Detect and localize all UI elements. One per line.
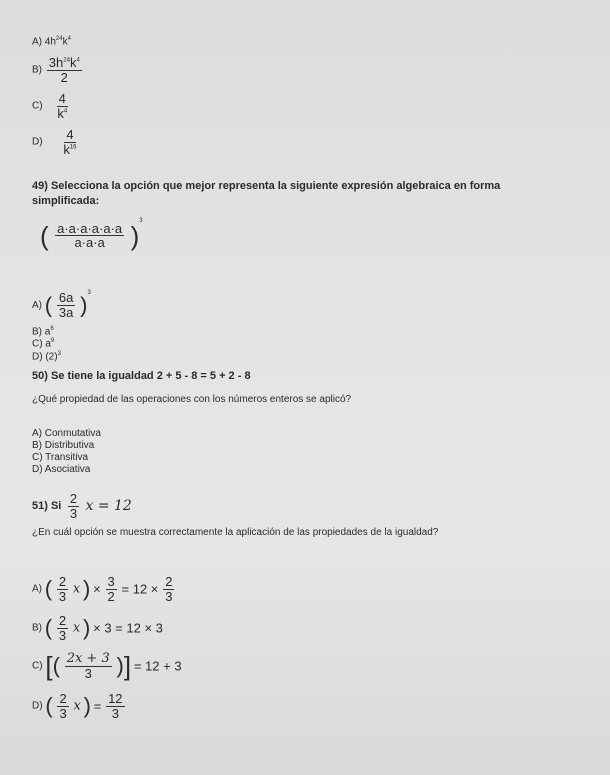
close-paren: ) xyxy=(116,653,124,679)
denominator: 3a xyxy=(58,304,74,320)
denominator: 2 xyxy=(60,69,68,85)
q49-option-a xyxy=(32,290,91,320)
exponent: 3 xyxy=(139,218,143,224)
exponent: 6 xyxy=(50,326,54,332)
expr-text: 4h xyxy=(44,36,56,48)
q48-option-c xyxy=(32,92,71,120)
exponent: 24 xyxy=(55,36,63,42)
numerator: 2 xyxy=(165,574,173,589)
open-bracket: [ xyxy=(45,651,53,682)
numerator: 3 xyxy=(107,574,115,589)
option-label: A) xyxy=(32,36,42,48)
q50-option-d: D) Asociativa xyxy=(32,464,91,475)
fraction xyxy=(106,692,124,720)
q50-option-b: B) Distributiva xyxy=(32,440,95,451)
denominator: 3 xyxy=(58,588,67,604)
operator: × xyxy=(93,581,101,597)
q51-option-c xyxy=(32,652,182,680)
question-number: 51) Si xyxy=(32,500,62,513)
option-label: B) xyxy=(32,326,42,338)
option-label: A) xyxy=(32,299,42,311)
option-label: D) xyxy=(32,351,43,363)
numerator: 2 xyxy=(69,491,78,506)
q51-option-d xyxy=(32,692,127,720)
open-paren: ( xyxy=(40,220,49,251)
option-label: B) xyxy=(32,64,42,76)
fraction xyxy=(57,692,68,720)
q49-option-c xyxy=(32,338,54,349)
numerator: a·a·a·a·a·a xyxy=(57,220,123,236)
q48-option-a xyxy=(32,36,71,47)
q49-prompt-line1: 49) Selecciona la opción que mejor representa la siguiente expresión algebraica en forma xyxy=(32,180,501,192)
q48-option-d xyxy=(32,128,81,156)
open-paren: ( xyxy=(45,693,53,719)
denominator: 3 xyxy=(165,588,173,604)
denominator: a·a·a xyxy=(74,235,105,251)
option-label: C) xyxy=(32,100,43,112)
open-paren: ( xyxy=(44,292,53,318)
variable: x xyxy=(72,581,81,597)
fraction xyxy=(65,652,112,680)
denominator: k xyxy=(63,141,70,157)
option-label: A) xyxy=(32,583,42,595)
fraction xyxy=(68,492,79,520)
option-label: B) xyxy=(32,622,42,634)
q51-question: ¿En cuál opción se muestra correctamente la aplicación de las propiedades de la igualdad? xyxy=(32,527,439,538)
numerator: 2 xyxy=(59,691,67,706)
exponent: 24 xyxy=(63,57,70,64)
denominator: 3 xyxy=(111,705,119,721)
q48-option-b xyxy=(32,56,84,84)
q50-option-a: A) Conmutativa xyxy=(32,428,101,439)
close-bracket: ] xyxy=(123,651,132,682)
numerator: 4 xyxy=(66,127,74,142)
q51-prompt xyxy=(32,492,132,520)
denominator: 3 xyxy=(84,665,92,681)
numerator: 6a xyxy=(58,290,74,306)
equation-rest: = 12 × xyxy=(121,581,159,597)
close-paren: ) xyxy=(83,615,91,641)
close-paren: ) xyxy=(83,576,91,602)
open-paren: ( xyxy=(52,653,60,679)
q50-question: ¿Qué propiedad de las operaciones con los números enteros se aplicó? xyxy=(32,394,352,405)
fraction xyxy=(57,614,68,642)
q50-prompt: 50) Se tiene la igualdad 2 + 5 - 8 = 5 + 2 - 8 xyxy=(32,370,251,382)
exponent: 4 xyxy=(67,36,71,42)
option-label: C) xyxy=(32,338,43,350)
exponent: 4 xyxy=(63,108,68,115)
numerator: 12 xyxy=(108,691,123,706)
denominator: 3 xyxy=(59,705,67,721)
close-paren: ) xyxy=(130,220,140,251)
expr-text: a xyxy=(44,326,51,338)
exponent: 9 xyxy=(50,338,55,344)
q49-expression xyxy=(40,218,143,250)
q51-option-b xyxy=(32,614,163,642)
numerator: 3h xyxy=(48,55,64,70)
option-label: D) xyxy=(32,136,43,148)
option-label: D) xyxy=(32,700,43,712)
close-paren: ) xyxy=(80,292,88,318)
exponent: 4 xyxy=(76,57,80,64)
exponent: 3 xyxy=(87,290,91,296)
fraction xyxy=(106,575,117,603)
fraction xyxy=(57,291,75,319)
fraction xyxy=(55,222,124,250)
open-paren: ( xyxy=(44,576,53,602)
exponent: 3 xyxy=(57,351,61,357)
variable: x xyxy=(73,698,81,714)
close-paren: ) xyxy=(83,693,91,719)
q50-option-c: C) Transitiva xyxy=(32,452,89,463)
q49-option-b xyxy=(32,326,54,337)
numerator: 2 xyxy=(58,613,67,628)
numerator: 4 xyxy=(58,91,66,106)
fraction xyxy=(57,575,68,603)
numerator: 2x + 3 xyxy=(66,651,110,666)
denominator: k xyxy=(57,105,64,121)
equation-rest: = 12 + 3 xyxy=(133,658,182,674)
numerator: 2 xyxy=(58,574,67,589)
denominator: 2 xyxy=(107,588,115,604)
equation-rest: × 3 = 12 × 3 xyxy=(93,620,163,636)
denominator: 3 xyxy=(69,505,78,521)
q51-option-a xyxy=(32,575,176,603)
expr-text: a xyxy=(45,338,51,350)
option-label: C) xyxy=(32,660,43,672)
open-paren: ( xyxy=(44,615,53,641)
fraction xyxy=(55,92,69,120)
fraction xyxy=(163,575,174,603)
equation-rest: x = 12 xyxy=(85,498,132,515)
denominator: 3 xyxy=(58,627,67,643)
operator: = xyxy=(93,698,102,714)
exponent: 16 xyxy=(69,144,77,151)
expr-text: (2) xyxy=(45,351,58,363)
expr-text: k xyxy=(62,36,68,48)
fraction xyxy=(61,128,78,156)
q49-option-d xyxy=(32,351,61,362)
fraction xyxy=(47,56,82,84)
q49-prompt-line2: simplificada: xyxy=(32,195,100,207)
numerator-text: k xyxy=(69,55,77,70)
variable: x xyxy=(72,620,81,636)
